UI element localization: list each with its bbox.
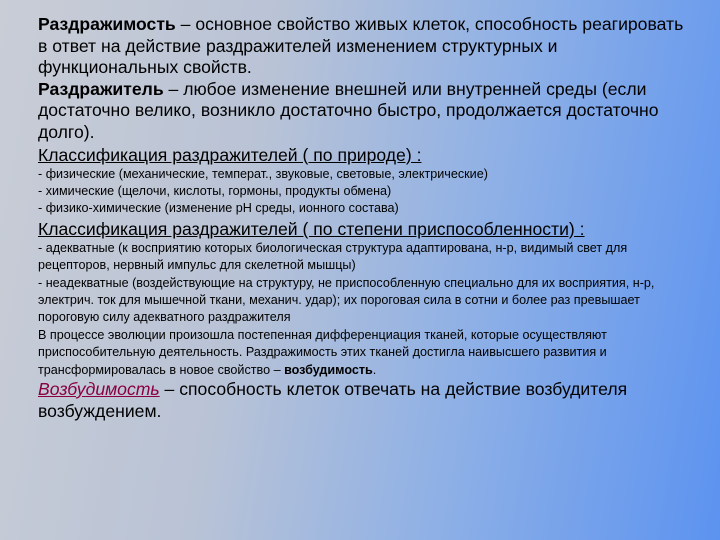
classification-by-nature-heading: Классификация раздражителей ( по природе) : [38, 144, 422, 165]
list-item: - неадекватные (воздействующие на структуру, не приспособленную специально для их восприятия, н-р, электрич. ток для мышечной ткани, механич. удар); их пороговая сила в сотни и более раз превышает пороговую силу адекватного раздражителя [38, 275, 655, 325]
classification-by-adaptation-heading: Классификация раздражителей ( по степени приспособленности) : [38, 218, 585, 239]
term-stimulus: Раздражитель [38, 78, 164, 99]
evolution-end: . [372, 362, 377, 377]
definition-stimulus [38, 79, 688, 144]
term-irritability: Раздражимость [38, 14, 176, 34]
list-item: - адекватные (к восприятию которых биологическая структура адаптирована, н-р, видимый свет для рецепторов, нервный импульс для скелетной мышцы) [38, 240, 628, 273]
definition-irritability-text: – основное свойство живых клеток, способность реагировать в ответ на действие раздражителей изменением структурных и функциональных свойств. [38, 14, 684, 78]
evolution-paragraph [38, 327, 688, 379]
term-excitability-bold: возбудимость [284, 362, 373, 377]
definition-stimulus-text: – любое изменение внешней или внутренней среды (если достаточно велико, возникло достаточно быстро, продолжается достаточно долго). [38, 78, 659, 142]
slide-content [38, 14, 688, 422]
definition-excitability-text: – способность клеток отвечать на действие возбудителя возбуждением. [38, 379, 628, 421]
list-item: - физико-химические (изменение pH среды, ионного состава) [38, 201, 399, 216]
evolution-text: В процессе эволюции произошла постепенная дифференциация тканей, которые осуществляют приспособительную деятельность. Раздражимость этих тканей достигла наивысшего развития и трансформировалась в новое свойство – [38, 327, 607, 377]
excitability-link[interactable]: Возбудимость [38, 379, 160, 400]
list-item: - химические (щелочи, кислоты, гормоны, продукты обмена) [38, 183, 392, 198]
list-item: - физические (механические, температ., звуковые, световые, электрические) [38, 166, 488, 181]
definition-irritability [38, 14, 688, 79]
definition-excitability [38, 379, 688, 422]
